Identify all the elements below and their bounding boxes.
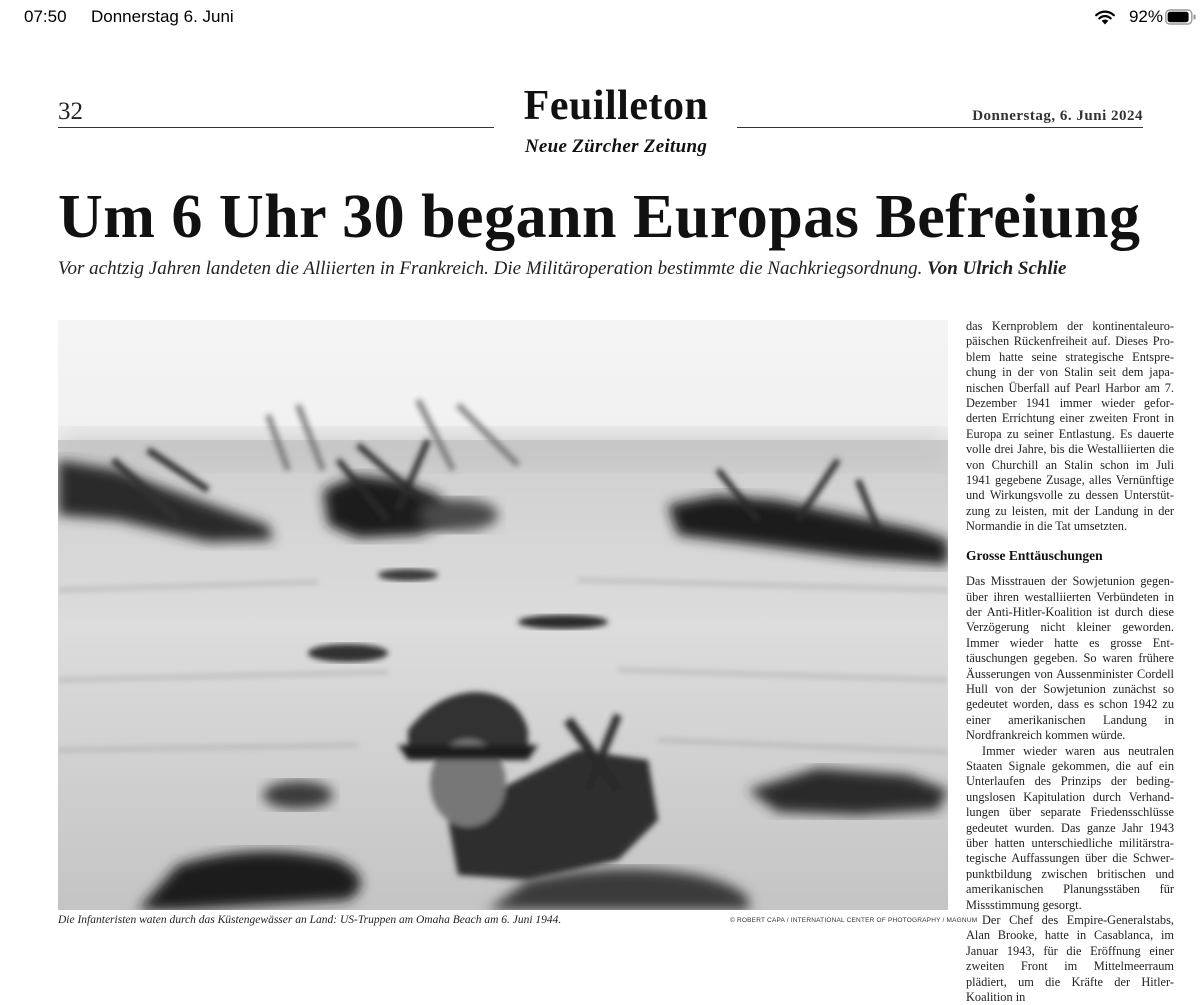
masthead-rule-right [737,127,1143,128]
article-photo [58,320,948,910]
dek-text: Vor achtzig Jahren landeten die Alliierten in Frankreich. Die Militäroperation bestimmte die Nachkriegsordnung. [58,258,923,279]
battery-icon [1165,9,1197,25]
section-title: Feuilleton [523,83,709,129]
beach-landing-photo [58,320,948,910]
battery-percentage: 92% [1128,7,1163,26]
article-paragraph: Der Chef des Empire-Generalstabs, Alan Brooke, hatte in Casablanca, im Januar 1943, für die Eröffnung einer zweiten Front im Mittelmeerraum plädiert, um die Kräfte der Hitler-Koalition in [966,913,1174,1005]
photo-credit: © ROBERT CAPA / INTERNATIONAL CENTER OF PHOTOGRAPHY / MAGNUM [730,917,978,924]
article-paragraph: das Kernproblem der kontinentaleuropäischen Rückenfreiheit auf. Dieses Problem hatte seine strategische Entsprechung in der von Stalin seit dem japanischen Überfall auf Pearl Harbor am 7. Dezember 1941 immer wieder geforderten Errichtung einer zweiten Front in Europa zu seiner Entlastung. Es dauerte volle drei Jahre, bis die Westalliierten die von Churchill an Stalin schon im Juli 1941 gegebene Zusage, alles Vernünftige und Wirkungsvolle zu dessen Unterstützung zu leisten, mit der Landung in der Normandie in die Tat umsetzten. [966,319,1174,534]
issue-date: Donnerstag, 6. Juni 2024 [972,108,1143,124]
status-date: Donnerstag 6. Juni [91,7,234,26]
article-dek [58,258,1158,280]
wifi-icon [1094,9,1116,25]
page-number: 32 [58,98,83,125]
article-column [966,319,1174,1005]
article-paragraph: Das Misstrauen der Sowjetunion gegenüber ihren westalliierten Verbündeten in der Anti-Hitler-Koalition ist durch diese Verzögerung nicht kleiner geworden. Immer wieder hatte es grosse Enttäuschungen gegeben. So waren frühere Äusserungen von Aussenminister Cordell Hull von der Sowjetunion zunächst so gedeutet worden, dass es schon 1942 zu einer amerikanischen Landung in Nordfrankreich kommen würde. [966,574,1174,743]
article-headline: Um 6 Uhr 30 begann Europas Befreiung [58,183,1141,251]
status-bar [0,0,1200,34]
article-paragraph: Immer wieder waren aus neutralen Staaten Signale gekommen, die auf ein Unterlaufen des Prinzips der bedingungslosen Kapitulation durch Verhandlungen über separate Friedensschlüsse gedeutet wurden. Das ganze Jahr 1943 über hatten unterschiedliche militärstrategische Auffassungen über die Schwerpunktbildung zwischen britischen und amerikanischen Planungsstäben für Missstimmung gesorgt. [966,743,1174,912]
photo-caption: Die Infanteristen waten durch das Küstengewässer an Land: US-Truppen am Omaha Beach am 6. Juni 1944. [58,914,562,926]
byline: Von Ulrich Schlie [927,258,1067,279]
article-subheading: Grosse Enttäuschungen [966,547,1103,563]
status-time: 07:50 [24,7,67,26]
masthead-rule-left [58,127,494,128]
newspaper-logo: Neue Zürcher Zeitung [524,136,708,157]
